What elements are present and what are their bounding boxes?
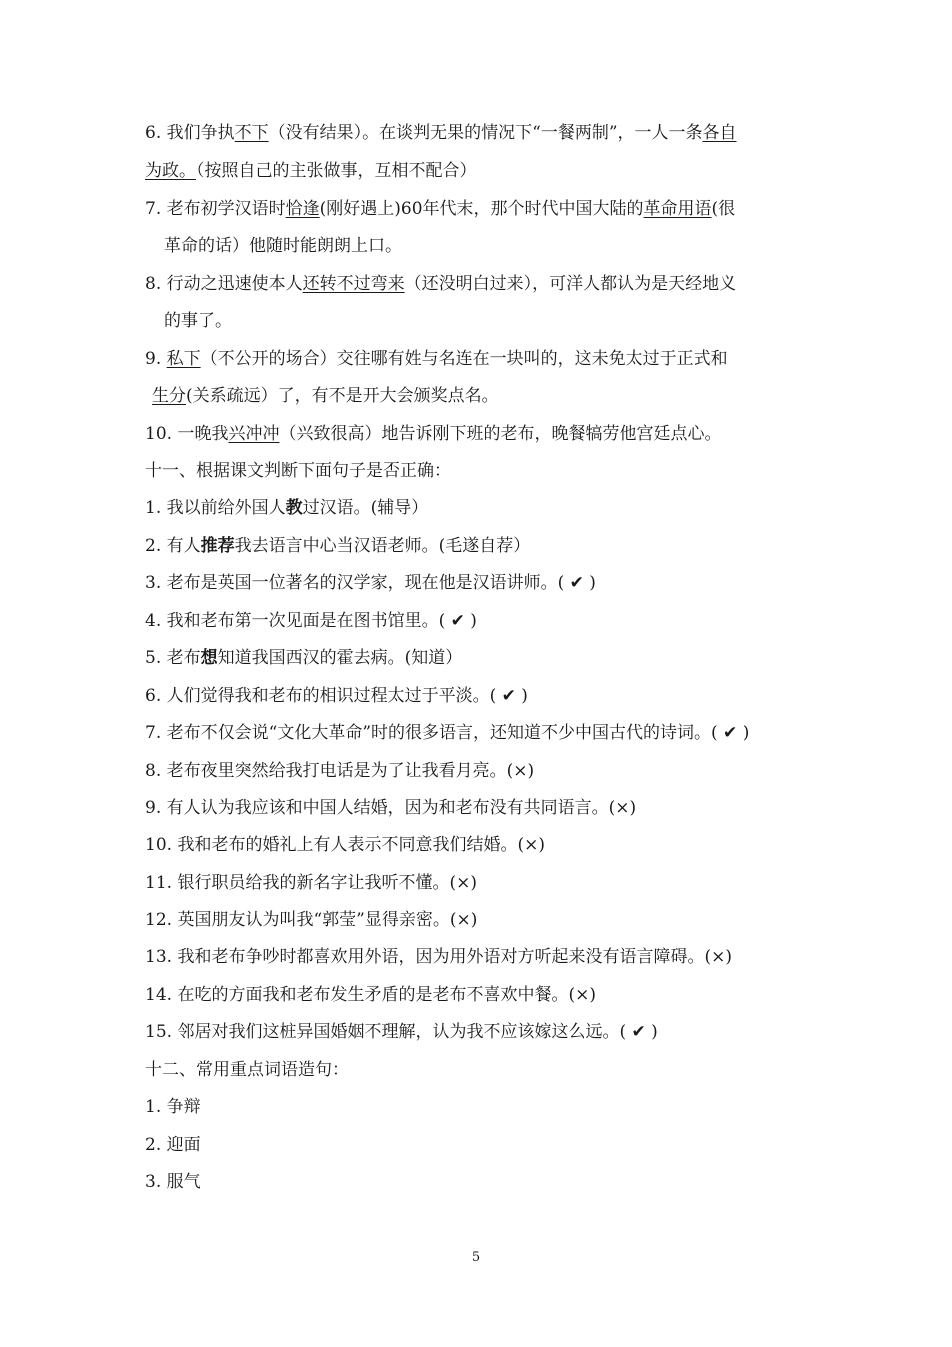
item-number: 7. [145,199,167,219]
judgment-item-10 [145,834,545,856]
item-10-line [145,423,721,445]
underlined-term: 生分 [152,386,186,406]
text: 老布夜里突然给我打电话是为了让我看月亮。(×) [166,761,535,781]
item-7-line-2 [164,235,402,257]
item-number: 4. [145,611,167,631]
text: （没有结果）。在谈判无果的情况下“一餐两制”，一人一条 [268,123,703,143]
item-9-line-1 [145,348,728,370]
text: （兴致很高）地告诉刚下班的老布，晚餐犒劳他宫廷点心。 [279,424,722,444]
sentence-item-3 [145,1171,201,1193]
text: 在吃的方面我和老布发生矛盾的是老布不喜欢中餐。(×) [177,985,596,1005]
judgment-item-7 [145,722,749,744]
item-number: 8. [145,761,167,781]
judgment-item-3 [145,572,596,594]
item-number: 1. [145,1097,167,1117]
bold-term: 教 [285,498,303,518]
text: 人们觉得我和老布的相识过程太过于平淡。( ✔ ) [166,686,528,706]
text: 英国朋友认为叫我“郭莹”显得亲密。(×) [177,910,478,930]
judgment-item-5 [145,647,462,669]
text: 我去语言中心当汉语老师。(毛遂自荐） [234,536,531,556]
judgment-item-6 [145,685,528,707]
bold-term: 想 [200,648,218,668]
underlined-term: 还转不过弯来 [302,274,405,294]
text: 行动之迅速使本人 [166,274,303,294]
text: 争辩 [166,1097,201,1117]
underlined-term: 为政。 [145,161,196,181]
judgment-item-9 [145,797,636,819]
judgment-item-15 [145,1021,658,1043]
item-number: 5. [145,648,167,668]
item-number: 15. [145,1022,178,1042]
text: 老布初学汉语时 [166,199,286,219]
text: 老布是英国一位著名的汉学家，现在他是汉语讲师。( ✔ ) [166,573,596,593]
underlined-term: 革命用语 [643,199,712,219]
judgment-item-1 [145,497,428,519]
text: 老布 [166,648,201,668]
item-number: 11. [145,873,178,893]
judgment-item-4 [145,610,477,632]
sentence-item-1 [145,1096,201,1118]
text: 我和老布第一次见面是在图书馆里。( ✔ ) [166,611,477,631]
judgment-item-14 [145,984,596,1006]
item-number: 6. [145,123,167,143]
text: 我们争执 [166,123,235,143]
text: （不公开的场合）交往哪有姓与名连在一块叫的，这未免太过于正式和 [200,349,728,369]
judgment-item-13 [145,946,732,968]
item-7-line-1 [145,198,735,220]
underlined-term: 不下 [234,123,269,143]
item-number: 9. [145,798,167,818]
item-number: 9. [145,349,167,369]
item-number: 2. [145,1135,167,1155]
text: （按照自己的主张做事，互相不配合） [196,161,477,181]
judgment-item-11 [145,872,477,894]
page-number: 5 [471,1250,481,1265]
item-8-line-1 [145,273,736,295]
text: 过汉语。(辅导） [302,498,429,518]
text: 我和老布争吵时都喜欢用外语，因为用外语对方听起来没有语言障碍。(×) [177,947,732,967]
text: 服气 [166,1172,201,1192]
text: 一晚我 [177,424,229,444]
text: 有人认为我应该和中国人结婚，因为和老布没有共同语言。(×) [166,798,637,818]
underlined-term: 兴冲冲 [228,424,280,444]
text: 的事了。 [164,311,232,331]
underlined-term: 恰逢 [285,199,320,219]
judgment-item-8 [145,760,534,782]
item-number: 3. [145,573,167,593]
underlined-term: 私下 [166,349,201,369]
item-9-line-2 [152,385,499,407]
text: (关系疏远）了，有不是开大会颁奖点名。 [186,386,499,406]
item-number: 14. [145,985,178,1005]
text: 我以前给外国人 [166,498,286,518]
item-6-line-1 [145,122,737,144]
judgment-item-12 [145,909,477,931]
item-number: 7. [145,723,167,743]
underlined-term: 各自 [702,123,737,143]
item-number: 10. [145,835,178,855]
bold-term: 推荐 [200,536,235,556]
text: (很 [711,199,736,219]
item-number: 2. [145,536,167,556]
text: 迎面 [166,1135,201,1155]
text: 革命的话）他随时能朗朗上口。 [164,236,402,256]
item-number: 12. [145,910,178,930]
item-number: 3. [145,1172,167,1192]
text: 邻居对我们这桩异国婚姻不理解，认为我不应该嫁这么远。( ✔ ) [177,1022,658,1042]
text: 老布不仅会说“文化大革命”时的很多语言，还知道不少中国古代的诗词。( ✔ ) [166,723,750,743]
item-number: 1. [145,498,167,518]
section-11-heading: 十一、根据课文判断下面句子是否正确： [145,461,451,481]
sentence-item-2 [145,1134,201,1156]
item-number: 6. [145,686,167,706]
judgment-item-2 [145,535,530,557]
text: 有人 [166,536,201,556]
item-8-line-2 [164,310,232,332]
item-6-line-2 [145,160,477,182]
section-12-heading: 十二、常用重点词语造句： [145,1060,349,1080]
text: （还没明白过来），可洋人都认为是天经地义 [404,274,737,294]
text: (刚好遇上)60年代末，那个时代中国大陆的 [319,199,644,219]
item-number: 8. [145,274,167,294]
item-number: 10. [145,424,178,444]
text: 我和老布的婚礼上有人表示不同意我们结婚。(×) [177,835,545,855]
text: 银行职员给我的新名字让我听不懂。(×) [177,873,477,893]
text: 知道我国西汉的霍去病。(知道） [217,648,463,668]
item-number: 13. [145,947,178,967]
